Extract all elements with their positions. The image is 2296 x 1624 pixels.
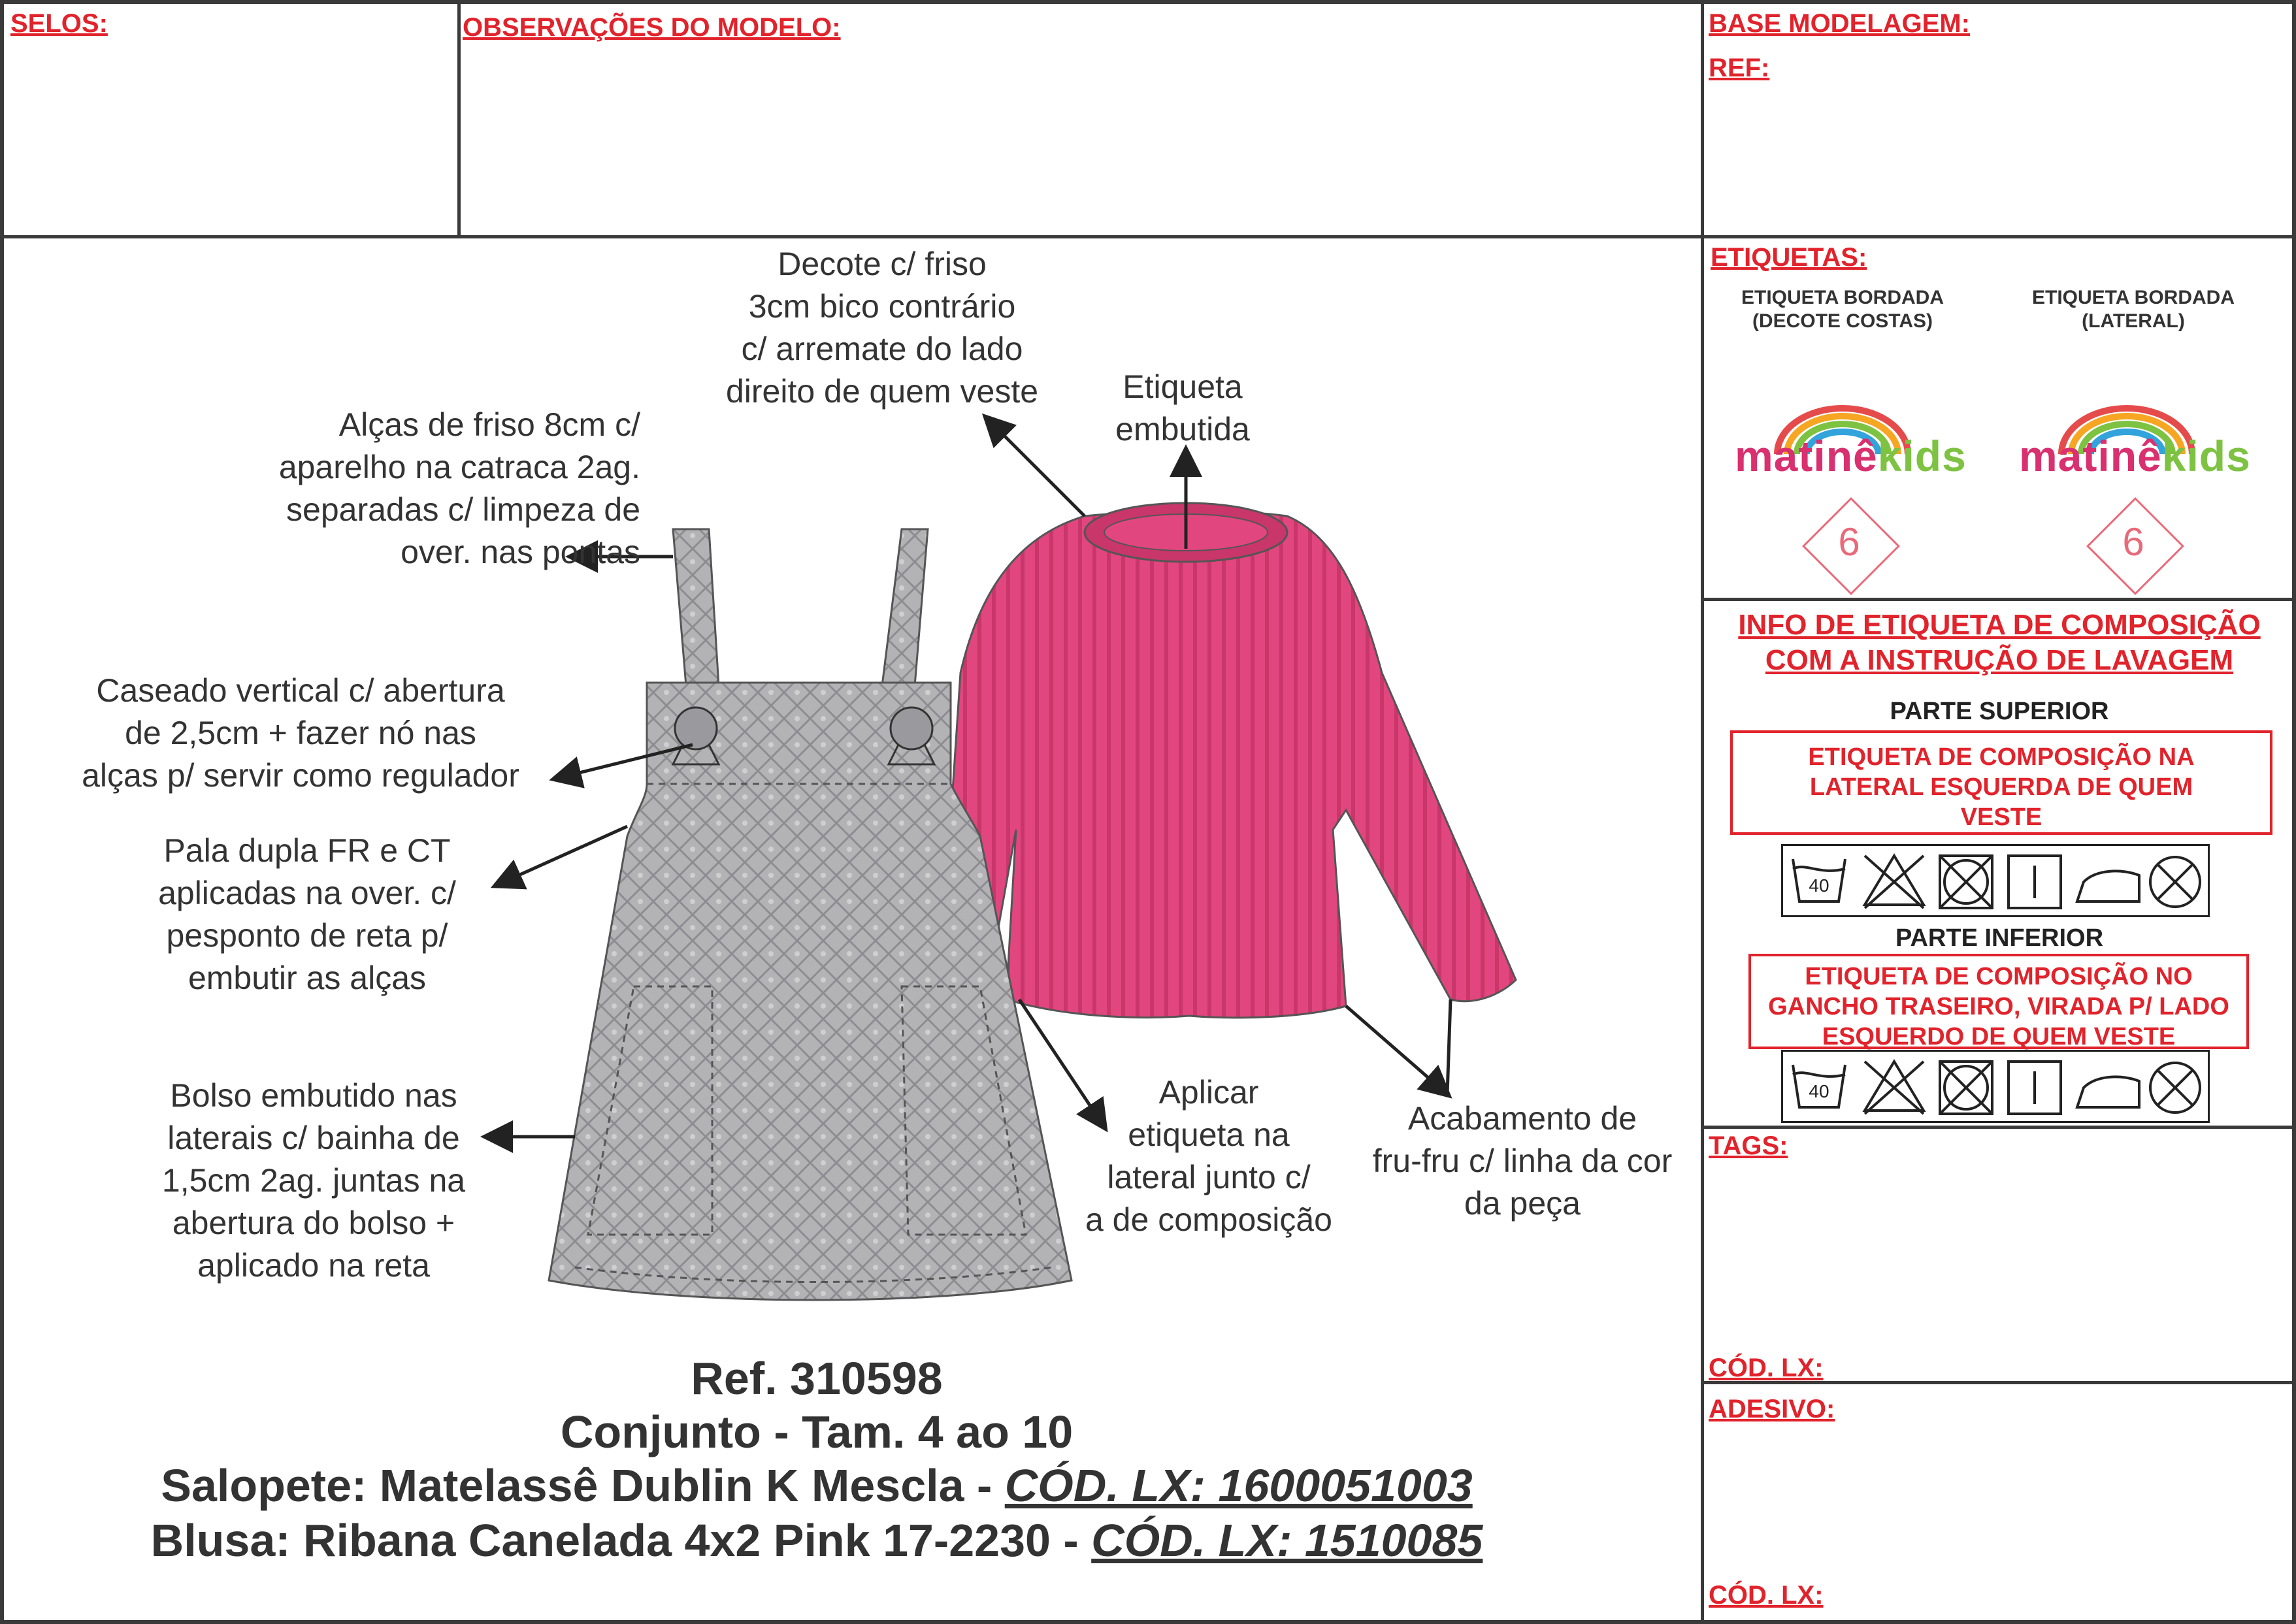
tag2-title: ETIQUETA BORDADA (LATERAL)	[2032, 287, 2235, 332]
tags-cod-label: CÓD. LX:	[1709, 1354, 1824, 1382]
ref-conjunto: Conjunto - Tam. 4 ao 10	[560, 1406, 1074, 1457]
size-number: 6	[2122, 520, 2144, 564]
inferior-composition-box: ETIQUETA DE COMPOSIÇÃO NO GANCHO TRASEIRO, VIRADA P/ LADO ESQUERDO DE QUEM VESTE	[1748, 954, 2249, 1049]
parte-superior-label: PARTE SUPERIOR	[1890, 698, 2109, 725]
wash-temp: 40	[1809, 875, 1829, 896]
parte-inferior-label: PARTE INFERIOR	[1895, 924, 2104, 952]
care-symbols-superior	[1781, 844, 2210, 917]
composicao-title: INFO DE ETIQUETA DE COMPOSIÇÃO COM A INSTRUÇÃO DE LAVAGEM	[1738, 609, 2261, 676]
annotation-alcas: Alças de friso 8cm c/ aparelho na catraca 2ag. separadas c/ limpeza de over. nas pontas	[278, 406, 640, 570]
tags-label: TAGS:	[1709, 1131, 1788, 1160]
annotation-decote: Decote c/ friso 3cm bico contrário c/ arremate do lado direito de quem veste	[725, 246, 1039, 410]
composicao-divider	[1702, 1126, 2296, 1129]
iron-icon	[2077, 1077, 2139, 1107]
wash-temp: 40	[1809, 1081, 1829, 1101]
adesivo-cod-label: CÓD. LX:	[1709, 1581, 1824, 1610]
base-modelagem-label: BASE MODELAGEM:	[1709, 9, 1970, 38]
etiquetas-divider	[1702, 598, 2296, 601]
annotation-etiqueta-embutida: Etiqueta embutida	[1115, 368, 1250, 447]
ref-label: REF:	[1709, 54, 1770, 82]
ref-salopete: Salopete: Matelassê Dublin K Mescla - CÓD. LX: 1600051003	[161, 1460, 1473, 1511]
pink-blouse	[941, 503, 1516, 1018]
ref-blusa: Blusa: Ribana Canelada 4x2 Pink 17-2230 - CÓD. LX: 1510085	[150, 1515, 1483, 1566]
selos-divider	[457, 0, 461, 236]
salopete-code: CÓD. LX: 1600051003	[1004, 1460, 1473, 1511]
annotation-bolso: Bolso embutido nas laterais c/ bainha de 1,5cm 2ag. juntas na abertura do bolso + aplicado na reta	[161, 1077, 466, 1284]
annotation-acabamento: Acabamento de fru-fru c/ linha da cor da peça	[1372, 1100, 1673, 1222]
blusa-code: CÓD. LX: 1510085	[1091, 1515, 1483, 1566]
size-number: 6	[1838, 520, 1860, 564]
adesivo-label: ADESIVO:	[1709, 1395, 1835, 1423]
annotation-pala: Pala dupla FR e CT aplicadas na over. c/ pesponto de reta p/ embutir as alças	[158, 832, 456, 996]
ref-number: Ref. 310598	[691, 1353, 943, 1404]
annotation-caseado: Caseado vertical c/ abertura de 2,5cm + fazer nó nas alças p/ servir como regulador	[82, 672, 519, 794]
annotation-aplicar: Aplicar etiqueta na lateral junto c/ a de composição	[1085, 1074, 1332, 1238]
tag1-title: ETIQUETA BORDADA (DECOTE COSTAS)	[1741, 287, 1944, 332]
care-symbols-inferior	[1781, 1050, 2210, 1123]
matine-kids-logo: matinêkids	[1735, 432, 1967, 480]
etiquetas-label: ETIQUETAS:	[1711, 243, 1867, 272]
observacoes-label: OBSERVAÇÕES DO MODELO:	[463, 13, 841, 42]
superior-composition-box: ETIQUETA DE COMPOSIÇÃO NA LATERAL ESQUERDA DE QUEM VESTE	[1730, 730, 2272, 835]
matine-kids-logo: matinêkids	[2019, 432, 2251, 480]
iron-icon	[2077, 871, 2139, 901]
selos-label: SELOS:	[10, 9, 108, 38]
